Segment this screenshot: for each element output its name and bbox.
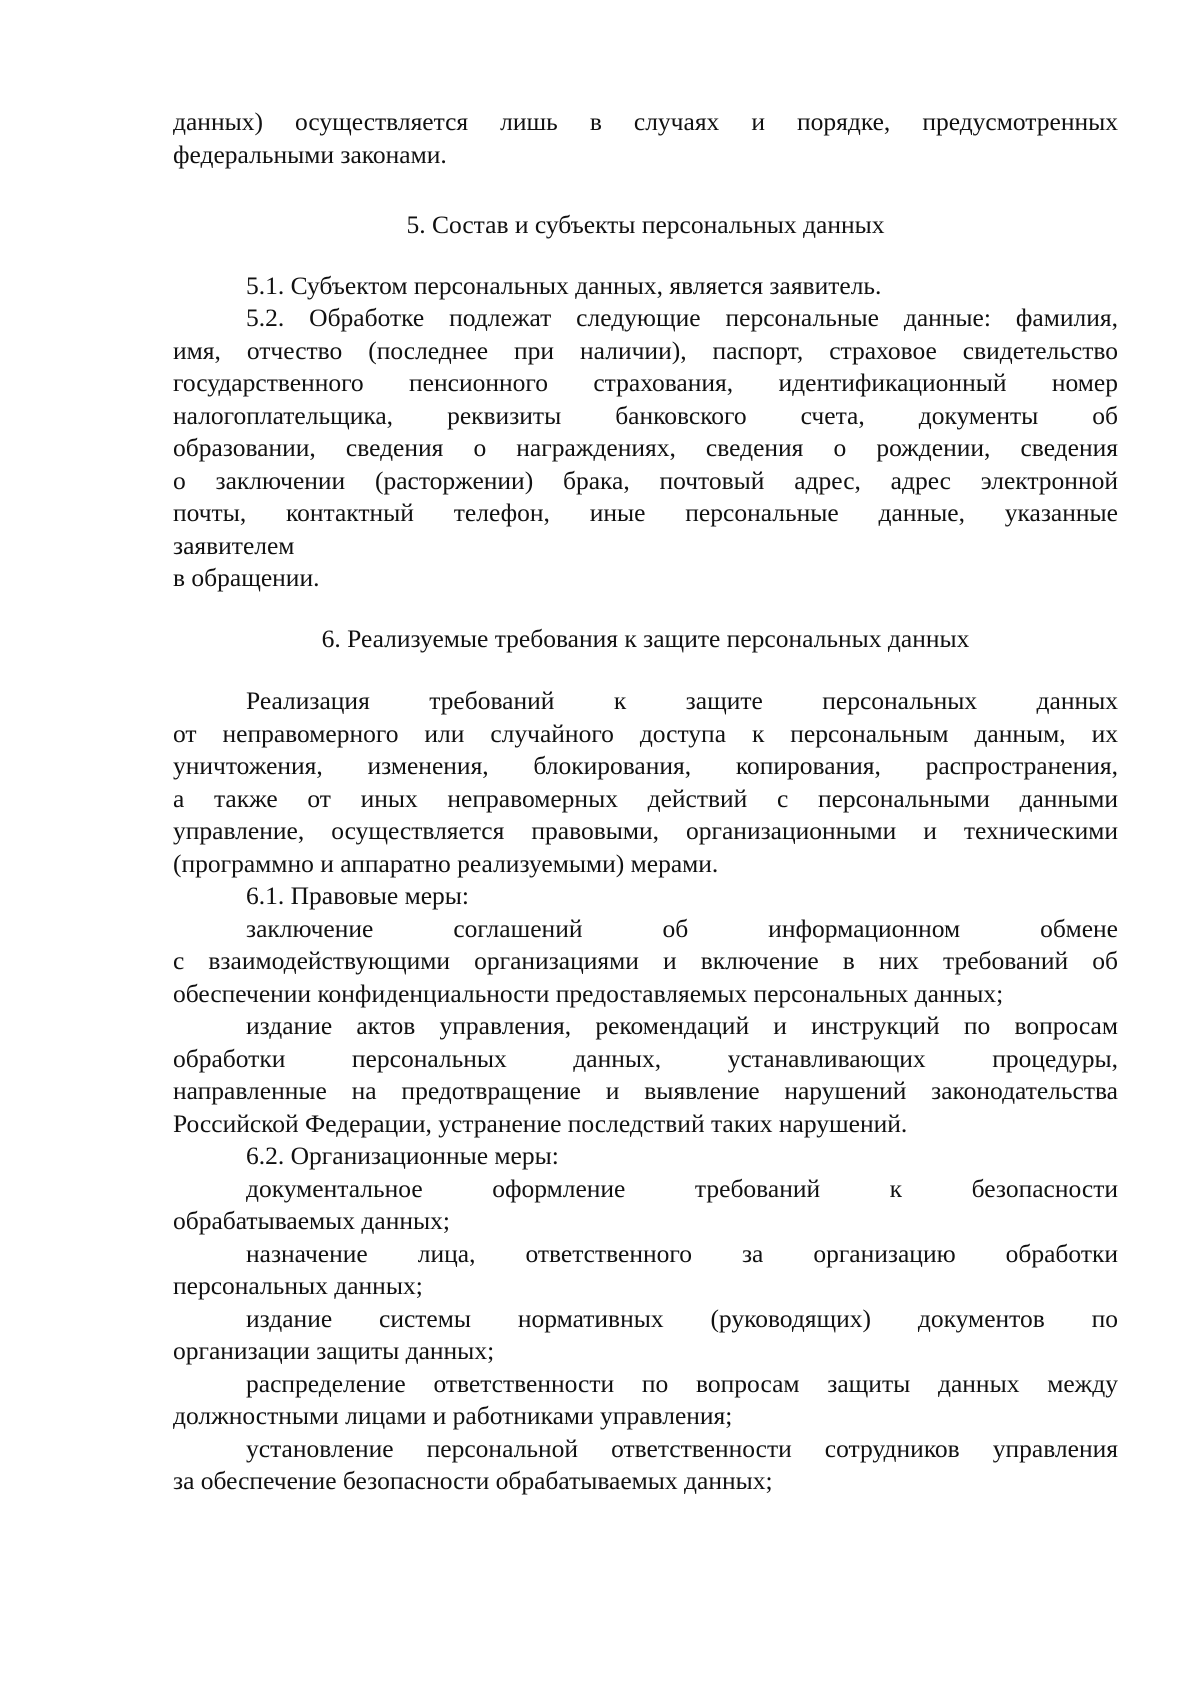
body-text-line: Российской Федерации, устранение последствий таких нарушений.	[173, 1108, 908, 1138]
paragraph-5-1: 5.1. Субъектом персональных данных, является заявитель.	[246, 270, 882, 300]
body-text-line: организации защиты данных;	[173, 1336, 495, 1365]
body-text-line: почты, контактный телефон, иные персональные данные, указанные	[173, 498, 1118, 527]
body-text-line: назначение лица, ответственного за организацию обработки	[246, 1238, 1118, 1268]
body-text-line: государственного пенсионного страхования, идентификационный номер	[173, 368, 1118, 397]
document-page	[173, 106, 1118, 1498]
body-text-line: управление, осуществляется правовыми, организационными и техническими	[173, 816, 1118, 845]
section-6-heading: 6. Реализуемые требования к защите персональных данных	[321, 623, 970, 653]
body-text-line: за обеспечение безопасности обрабатываемых данных;	[173, 1466, 773, 1495]
body-text-line: издание системы нормативных (руководящих) документов по	[246, 1303, 1118, 1333]
body-text-line: федеральными законами.	[173, 139, 447, 169]
body-text-line: обрабатываемых данных;	[173, 1206, 450, 1235]
body-text-line: уничтожения, изменения, блокирования, копирования, распространения,	[173, 751, 1118, 780]
body-text-line: от неправомерного или случайного доступа к персональным данным, их	[173, 718, 1118, 748]
section-5-heading: 5. Состав и субъекты персональных данных	[406, 210, 885, 239]
body-text-line: заявителем	[173, 530, 295, 560]
subsection-6-2-title: 6.2. Организационные меры:	[246, 1141, 559, 1170]
body-text-line: персональных данных;	[173, 1271, 423, 1300]
body-text-line: а также от иных неправомерных действий с персональными данными	[173, 783, 1118, 813]
body-text-line: Реализация требований к защите персональных данных	[246, 686, 1118, 715]
body-text-line: распределение ответственности по вопросам защиты данных между	[246, 1368, 1118, 1398]
body-text-line: документальное оформление требований к безопасности	[246, 1173, 1118, 1203]
body-text-line: данных) осуществляется лишь в случаях и порядке, предусмотренных	[173, 107, 1118, 136]
body-text-line: направленные на предотвращение и выявление нарушений законодательства	[173, 1076, 1118, 1105]
body-text-line: о заключении (расторжении) брака, почтовый адрес, адрес электронной	[173, 465, 1118, 495]
body-text-line: (программно и аппаратно реализуемыми) мерами.	[173, 848, 719, 878]
body-text-line: образовании, сведения о награждениях, сведения о рождении, сведения	[173, 433, 1118, 462]
body-text-line: издание актов управления, рекомендаций и инструкций по вопросам	[246, 1011, 1118, 1040]
body-text-line: обеспечении конфиденциальности предоставляемых персональных данных;	[173, 978, 1004, 1008]
body-text-line: 5.2. Обработке подлежат следующие персональные данные: фамилия,	[246, 303, 1118, 332]
body-text-line: должностными лицами и работниками управления;	[173, 1401, 733, 1430]
subsection-6-1-title: 6.1. Правовые меры:	[246, 881, 470, 910]
body-text-line: имя, отчество (последнее при наличии), паспорт, страховое свидетельство	[173, 335, 1118, 365]
body-text-line: налогоплательщика, реквизиты банковского счета, документы об	[173, 400, 1118, 430]
body-text-line: заключение соглашений об информационном обмене	[246, 913, 1118, 943]
body-text-line: в обращении.	[173, 563, 320, 592]
body-text-line: обработки персональных данных, устанавливающих процедуры,	[173, 1043, 1118, 1073]
body-text-line: установление персональной ответственности сотрудников управления	[246, 1433, 1118, 1463]
body-text-line: с взаимодействующими организациями и включение в них требований об	[173, 946, 1118, 975]
